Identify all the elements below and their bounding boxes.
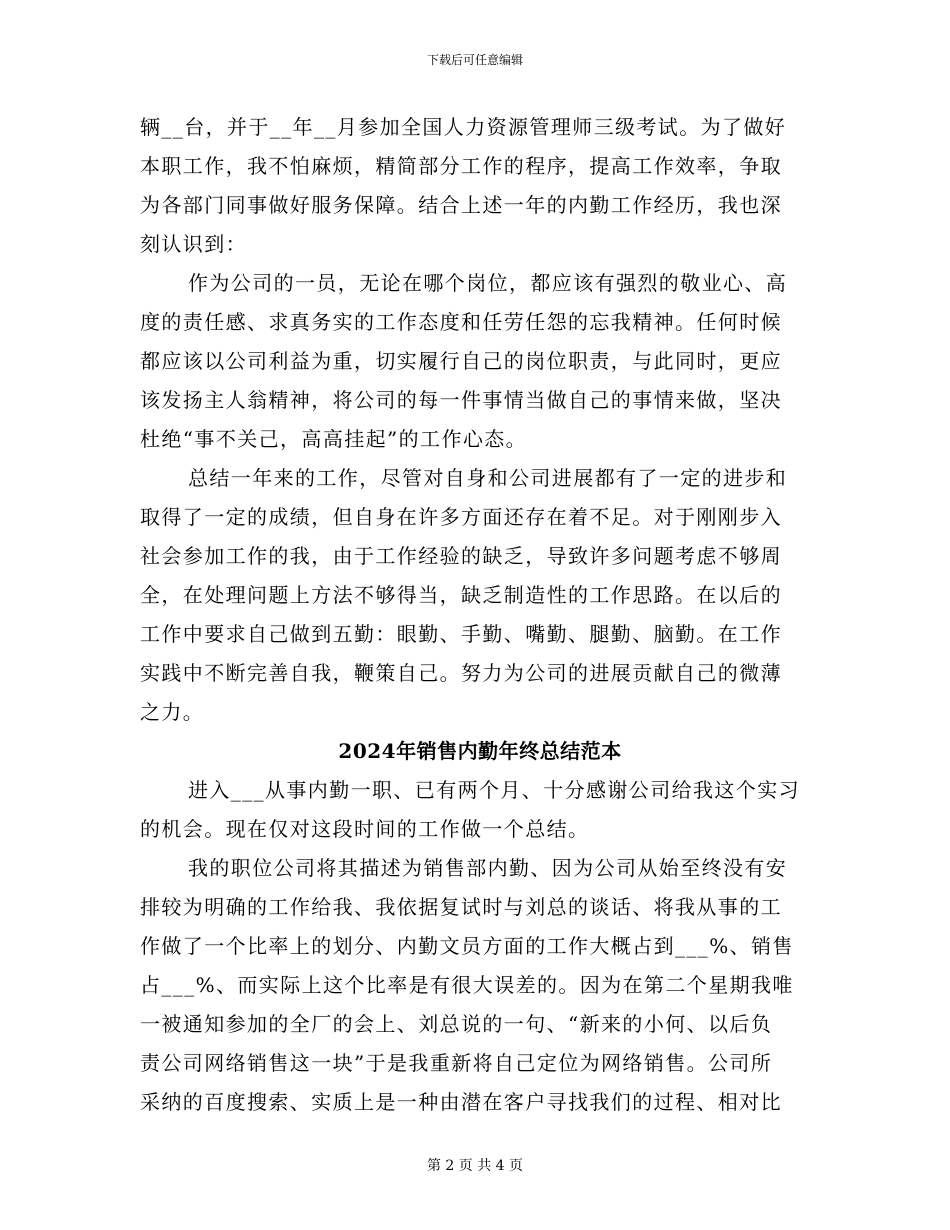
text-line: 采纳的百度搜索、实质上是一种由潜在客户寻找我们的过程、相对比 (140, 1090, 782, 1114)
text-line: 全，在处理问题上方法不够得当，缺乏制造性的工作思路。在以后的 (140, 583, 782, 607)
text-line: 实践中不断完善自我，鞭策自己。努力为公司的进展贡献自己的微薄 (140, 661, 782, 685)
text-line: 取得了一定的成绩，但自身在许多方面还存在着不足。对于刚刚步入 (140, 505, 782, 529)
text-line: 的机会。现在仅对这段时间的工作做一个总结。 (140, 817, 590, 841)
text-line: 占___%、而实际上这个比率是有很大误差的。因为在第二个星期我唯 (140, 973, 794, 997)
text-line: 杜绝“事不关己，高高挂起”的工作心态。 (140, 427, 528, 451)
text-line: 责公司网络销售这一块”于是我重新将自己定位为网络销售。公司所 (140, 1051, 773, 1075)
text-line: 该发扬主人翁精神，将公司的每一件事情当做自己的事情来做，坚决 (140, 388, 782, 412)
text-line: 本职工作，我不怕麻烦，精简部分工作的程序，提高工作效率，争取 (140, 154, 782, 178)
text-line: 都应该以公司利益为重，切实履行自己的岗位职责，与此同时，更应 (140, 349, 782, 373)
page-footer: 第 2 页 共 4 页 (426, 1158, 524, 1174)
text-line: 一被通知参加的全厂的会上、刘总说的一句、“新来的小何、以后负 (140, 1012, 773, 1036)
paragraph-start-line: 进入___从事内勤一职、已有两个月、十分感谢公司给我这个实习 (188, 778, 800, 802)
text-line: 辆__台，并于__年__月参加全国人力资源管理师三级考试。为了做好 (140, 115, 787, 139)
section-title: 2024年销售内勤年终总结范本 (338, 739, 622, 763)
text-line: 之力。 (140, 700, 205, 724)
paragraph-start-line: 我的职位公司将其描述为销售部内勤、因为公司从始至终没有安 (188, 856, 788, 880)
paragraph-start-line: 作为公司的一员，无论在哪个岗位，都应该有强烈的敬业心、高 (188, 271, 788, 295)
text-line: 社会参加工作的我，由于工作经验的缺乏，导致许多问题考虑不够周 (140, 544, 782, 568)
text-line: 为各部门同事做好服务保障。结合上述一年的内勤工作经历，我也深 (140, 193, 782, 217)
document-body (140, 108, 806, 1122)
page-header: 下载后可任意编辑 (426, 53, 523, 67)
text-line: 刻认识到： (140, 232, 247, 256)
text-line: 度的责任感、求真务实的工作态度和任劳任怨的忘我精神。任何时候 (140, 310, 782, 334)
text-line: 工作中要求自己做到五勤：眼勤、手勤、嘴勤、腿勤、脑勤。在工作 (140, 622, 782, 646)
text-line: 作做了一个比率上的划分、内勤文员方面的工作大概占到___%、销售 (140, 934, 794, 958)
paragraph-start-line: 总结一年来的工作，尽管对自身和公司进展都有了一定的进步和 (188, 466, 788, 490)
text-line: 排较为明确的工作给我、我依据复试时与刘总的谈话、将我从事的工 (140, 895, 782, 919)
